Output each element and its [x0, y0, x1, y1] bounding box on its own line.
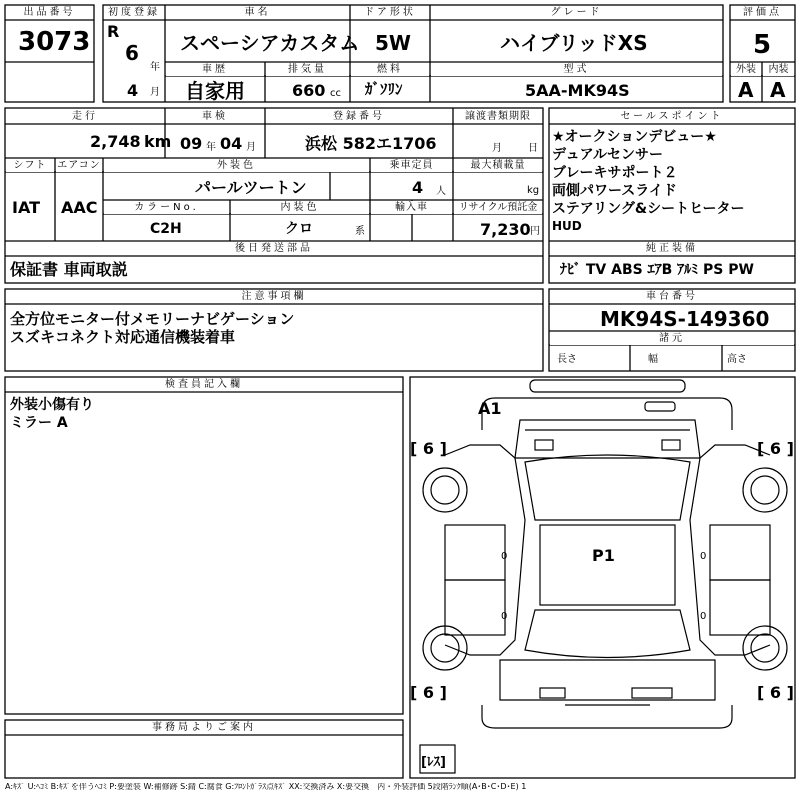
- height-label: 高さ: [727, 354, 747, 365]
- panel-zero: 0: [700, 611, 707, 622]
- door-type: 5W: [375, 31, 411, 55]
- max-load-label: 最大積載量: [454, 159, 542, 172]
- plate-label: 登録番号: [266, 110, 452, 123]
- tire-front-left: [ 6 ]: [410, 439, 447, 458]
- length-label: 長さ: [557, 354, 577, 365]
- sales-point: HUD: [552, 219, 582, 233]
- exterior-label: 外装: [731, 63, 761, 76]
- grade: ハイブリッドXS: [500, 31, 648, 55]
- damage-mark-a1: A1: [478, 399, 502, 418]
- interior-grade: A: [770, 78, 786, 102]
- interior-color-unit: 系: [355, 226, 365, 237]
- sales-point: デュアルセンサー: [552, 147, 664, 163]
- recycle-unit: 円: [530, 226, 540, 237]
- fuel: ｶﾞｿﾘﾝ: [365, 80, 403, 98]
- sales-point: ブレーキサポート２: [552, 165, 678, 181]
- tire-rear-right: [ 6 ]: [757, 683, 794, 702]
- panel-zero: 0: [501, 611, 508, 622]
- recycle-label: リサイクル預託金: [454, 201, 542, 214]
- damage-mark-p1: P1: [592, 546, 615, 565]
- panel-zero: 0: [501, 551, 508, 562]
- history: 自家用: [185, 79, 245, 103]
- interior-color-label: 内装色: [231, 201, 369, 214]
- model: 5AA-MK94S: [525, 81, 630, 100]
- legend: A:ｷｽﾞ U:ﾍｺﾐ B:ｷｽﾞを伴うﾍｺﾐ P:要塗装 W:補修跡 S:錆 C:腐食 G:ﾌﾛﾝﾄｶﾞﾗｽ点ｷｽﾞ XX:交換済み X:要交換 内・外装評価 5段階ﾗﾝｸ順(A･B･C･D･E) 1: [5, 783, 527, 791]
- mileage: 2,748: [90, 132, 141, 151]
- displacement: 660: [292, 81, 326, 100]
- inspector-line: ミラー A: [10, 415, 68, 431]
- shift-label: シフト: [6, 159, 54, 172]
- lot-number-label: 出品番号: [6, 6, 93, 19]
- door-label: ドア形状: [351, 6, 429, 19]
- car-name-label: 車名: [166, 6, 349, 19]
- capacity-unit: 人: [436, 186, 446, 197]
- history-label: 車歴: [166, 63, 264, 76]
- note-line: 全方位モニター付メモリーナビゲーション: [10, 310, 295, 328]
- aircon: AAC: [61, 198, 98, 217]
- aircon-label: エアコン: [57, 160, 101, 171]
- equipment-label: 純正装備: [550, 242, 794, 255]
- import-label: 輸入車: [371, 201, 452, 214]
- sales-point: ★オークションデビュー★: [552, 129, 717, 145]
- score-label: 評価点: [731, 6, 794, 19]
- inspection-month-unit: 月: [246, 142, 256, 153]
- load-unit: kg: [527, 185, 540, 196]
- grade-label: グレード: [431, 6, 722, 19]
- year-unit: 年: [150, 62, 160, 73]
- interior-label: 内装: [763, 63, 794, 76]
- chassis-label: 車台番号: [550, 290, 794, 303]
- capacity: 4: [412, 178, 424, 197]
- registration-year: 6: [125, 41, 139, 65]
- first-registration-label: 初度登録: [104, 6, 164, 19]
- exterior-color: パールツートン: [195, 178, 307, 197]
- lot-number: 3073: [18, 27, 91, 57]
- inspector-label: 検査員記入欄: [6, 378, 402, 391]
- sales-point: 両側パワースライド: [552, 183, 677, 199]
- inspector-line: 外装小傷有り: [10, 397, 94, 413]
- displacement-unit: cc: [330, 88, 341, 99]
- transfer-day-unit: 日: [528, 143, 538, 154]
- transfer-deadline-label: 譲渡書類期限: [454, 110, 542, 123]
- mileage-label: 走行: [6, 110, 164, 123]
- color-no-label: カラーNo.: [104, 201, 229, 214]
- transfer-month-unit: 月: [492, 143, 502, 154]
- recycle-fee: 7,230: [480, 220, 531, 239]
- parts-value: 保証書 車両取説: [10, 260, 128, 279]
- era: R: [107, 22, 120, 41]
- displacement-label: 排気量: [266, 63, 349, 76]
- equipment-value: ﾅﾋﾞ TV ABS ｴｱB ｱﾙﾐ PS PW: [560, 262, 754, 278]
- capacity-label: 乗車定員: [371, 159, 452, 172]
- exterior-color-label: 外装色: [104, 159, 369, 172]
- month-unit: 月: [150, 87, 160, 98]
- color-no: C2H: [150, 221, 182, 237]
- sales-point: ステアリング&シートヒーター: [552, 201, 745, 217]
- panel-zero: 0: [700, 551, 707, 562]
- inspection-month: 04: [220, 134, 243, 153]
- tire-front-right: [ 6 ]: [757, 439, 794, 458]
- notes-list: [10, 310, 294, 346]
- sales-points-label: セールスポイント: [550, 110, 794, 123]
- plate-number: 浜松 582エ1706: [305, 134, 437, 153]
- inspection-label: 車検: [166, 110, 264, 123]
- spare-tire: [ﾚｽ]: [421, 755, 446, 770]
- model-label: 型式: [431, 63, 722, 76]
- inspection-year: 09: [180, 134, 203, 153]
- interior-color: クロ: [285, 221, 313, 237]
- exterior-grade: A: [738, 78, 754, 102]
- parts-label: 後日発送部品: [6, 242, 542, 255]
- score: 5: [753, 30, 772, 60]
- mileage-unit: km: [144, 132, 172, 151]
- inspection-year-unit: 年: [206, 142, 216, 153]
- width-label: 幅: [648, 354, 658, 365]
- shift: IAT: [12, 198, 41, 217]
- chassis-number: MK94S-149360: [600, 307, 770, 331]
- office-label: 事務局よりご案内: [6, 721, 402, 734]
- fuel-label: 燃料: [351, 63, 429, 76]
- notes-label: 注意事項欄: [6, 290, 542, 303]
- note-line: スズキコネクト対応通信機装着車: [10, 328, 236, 346]
- car-name: スペーシアカスタム: [180, 31, 360, 55]
- sales-points-list: [552, 128, 792, 234]
- dimensions-label: 諸元: [550, 332, 794, 345]
- tire-rear-left: [ 6 ]: [410, 683, 447, 702]
- inspector-notes: [10, 396, 94, 432]
- registration-month: 4: [127, 81, 139, 100]
